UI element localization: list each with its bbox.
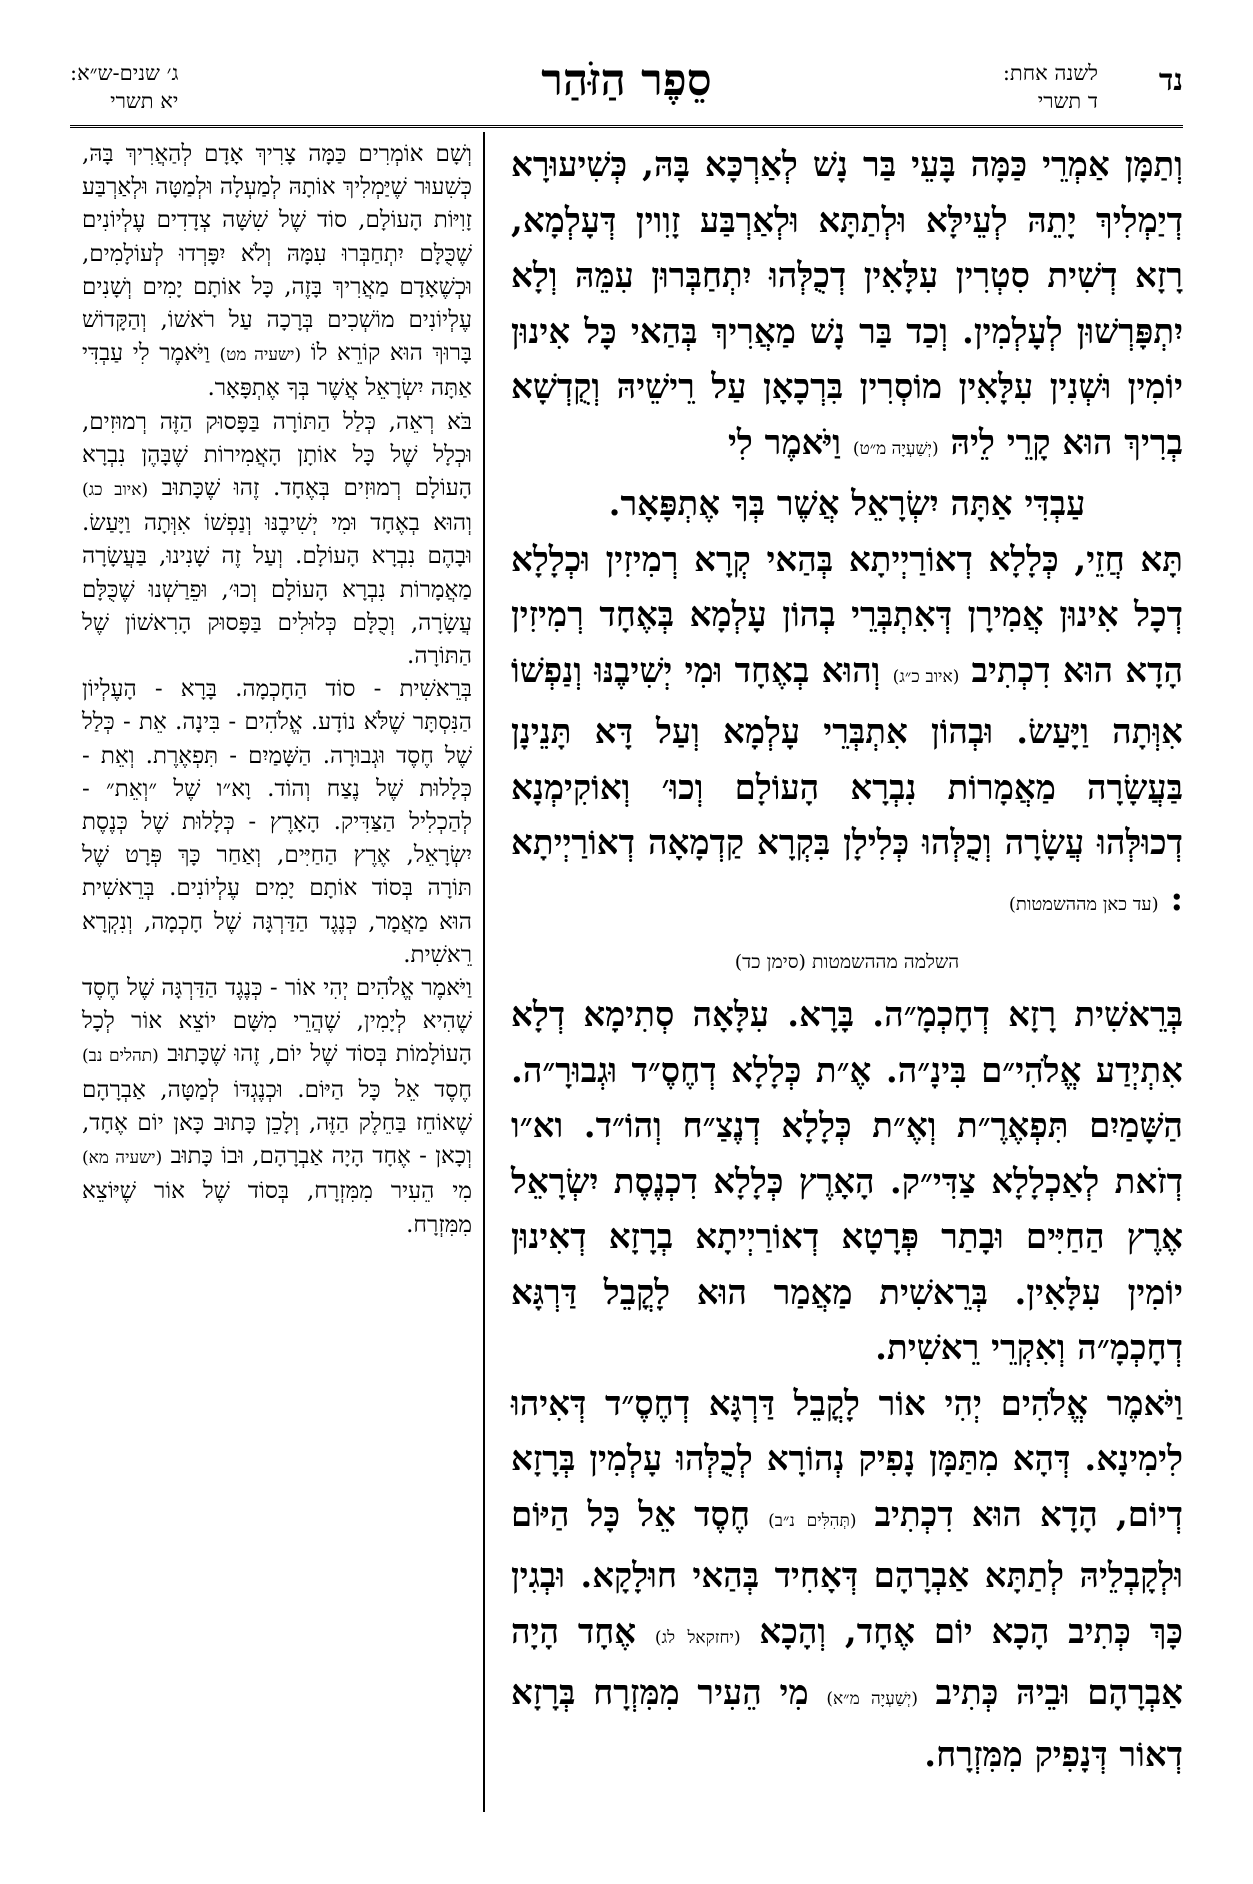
side-s4-ref1: (תהלים נב) xyxy=(82,1046,159,1067)
main-p2-ref: (איוב כ״ג) xyxy=(892,666,960,687)
main-p1-end: וַיֹּאמֶר לִי xyxy=(728,422,841,463)
main-p2-text: תָּא חֲזֵי, כְּלָלָא דְאוֹרַיְיתָא בְּהַאי קְרָא רְמִיזִין וּכְלָלָא דְכָל אִינוּן אֲמִירָן דְּאִתְבְּרֵי בְהוֹן עָלְמָא בְּאֶחָד רְמִיזִין הָדָא הוּא דִכְתִיב xyxy=(511,539,1184,691)
side-s1-text: וְשָׁם אוֹמְרִים כַּמָּה צָרִיךְ אָדָם לְהַאֲרִיךְ בָּהּ, כְּשִׁעוּר שֶׁיַּמְלִיךְ אוֹתָהּ לְמַעְלָה וּלְמַטָּה וּלְאַרְבַּע זָוִיּוֹת הָעוֹלָם, סוֹד שֶׁל שִׁשָּׁה צְדָדִים עֶלְיוֹנִים שֶׁכֻּלָּם יִתְחַבְּרוּ עִמָּהּ וְלֹא יִפָּרְדוּ לְעוֹלָמִים, וּכְשֶׁאָדָם מַאֲרִיךְ בָּזֶה, כָּל אוֹתָם יָמִים וְשָׁנִים עֶלְיוֹנִים מוֹשְׁכִים בְּרָכָה עַל רֹאשׁוֹ, וְהַקָּדוֹשׁ בָּרוּךְ הוּא קוֹרֵא לוֹ xyxy=(82,141,472,367)
hebrew-translation-column xyxy=(82,138,472,1838)
main-p1-text: וְתַמָּן אַמְרֵי כַּמָּה בָּעֵי בַּר נָשׁ לְאַרְכָּא בָּהּ, כְּשִׁיעוּרָא דְיַמְלִיךְ יָתֵהּ לְעֵילָּא וּלְתַתָּא וּלְאַרְבַּע זָוִוין דְּעָלְמָא, רָזָא דְשִׁית סִטְרִין עִלָּאִין דְכֻלְּהוּ יִתְחַבְּרוּן עִמֵּהּ וְלָא יִתְפָּרְשׁוּן לְעָלְמִין. וְכַד בַּר נָשׁ מַאֲרִיךְ בְּהַאי כָּל אִינוּן יוֹמִין וּשְׁנִין עִלָּאִין מוֹסְרִין בִּרְכָאָן עַל רֵישֵׁיהּ וְקֻדְשָׁא בְרִיךְ הוּא קָרֵי לֵיהּ xyxy=(511,145,1183,463)
main-p4-ref1: (תְּהִלִּים נ״ב) xyxy=(768,1510,857,1531)
main-p4-ref3: (יְשַׁעְיָה מ״א) xyxy=(826,1689,918,1709)
main-p4-ref2: (יחזקאל לג) xyxy=(654,1627,741,1648)
section-title: השלמה מההשמטות (סימן כד) xyxy=(734,951,960,973)
header-left-line1: ג׳ שנים-ש״א: xyxy=(70,61,179,85)
side-paragraph-2 xyxy=(82,406,472,674)
page-number: נד xyxy=(1158,63,1183,98)
side-s2-ref: (איוב כג) xyxy=(82,480,149,501)
main-paragraph-3 xyxy=(511,988,1183,1377)
main-p1-ref: (יְשַׁעְיָה מ״ט) xyxy=(852,438,939,459)
side-paragraph-1 xyxy=(82,138,472,406)
main-p4-text-d: מִי הֵעִיר מִמִּזְרָח בְּרָזָא דְאוֹר דְּנָפִיק מִמִּזְרָח. xyxy=(511,1673,1183,1775)
header-left-info xyxy=(70,59,178,115)
side-s2-text-b: וְהוּא בְאֶחָד וּמִי יְשִׁיבֶנּוּ וְנַפְשׁוֹ אִוְּתָה וַיָּעַשׂ. וּבָהֶם נִבְרָא הָעוֹלָם. וְעַל זֶה שָׁנִינוּ, בַּעֲשָׂרָה מַאֲמָרוֹת נִבְרָא הָעוֹלָם וְכוּ׳, וּפֵרַשְׁנוּ שֶׁכֻּלָּם עֲשָׂרָה, וְכֻלָּם כְּלוּלִים בַּפָּסוּק הָרִאשׁוֹן שֶׁל הַתּוֹרָה. xyxy=(82,510,472,670)
header-right-line1: לשנה אחת: xyxy=(1002,61,1098,85)
side-s4-ref2: (ישעיה מא) xyxy=(82,1148,163,1169)
side-s1-ref: (ישעיה מט) xyxy=(219,345,302,366)
side-s2-text: בֹּא רְאֵה, כְּלַל הַתּוֹרָה בַּפָּסוּק הַזֶּה רְמוּזִים, וּכְלָל שֶׁל כָּל אוֹתָן הָאֲמִירוֹת שֶׁבָּהֶן נִבְרָא הָעוֹלָם רְמוּזִים בְּאֶחָד. זֶהוּ שֶׁכָּתוּב xyxy=(82,408,472,502)
main-p4-text: וַיֹּאמֶר אֱלֹהִים יְהִי אוֹר לָקֳבֵל דַּרְגָּא דְחֶסֶ״ד דְּאִיהוּ לִימִינָא. דְּהָא מִתַּמָּן נָפִיק נְהוֹרָא לְכֻלְּהוּ עָלְמִין בְּרָזָא דְיוֹם, הָדָא הוּא דִכְתִיב xyxy=(511,1383,1183,1535)
side-s1-end: וַיֹּאמֶר לִי עַבְדִּי אַתָּה יִשְׂרָאֵל אֲשֶׁר בְּךָ אֶתְפָּאָר. xyxy=(82,340,472,402)
main-p2-text-b: וְהוּא בְאֶחָד וּמִי יְשִׁיבֶנּוּ וְנַפְשׁוֹ אִוְּתָה וַיָּעַשׂ. וּבְהוֹן אִתְבְּרֵי עָלְמָא וְעַל דָּא תָּנֵינָן בַּעֲשָׂרָה מַאֲמָרוֹת נִבְרָא הָעוֹלָם וְכוּ׳ וְאוֹקִימְנָא דְכוּלְּהוּ עֲשָׂרָה וְכֻלְּהוּ כְּלִילָן בִּקְרָא קַדְמָאָה דְאוֹרַיְיתָא : xyxy=(511,650,1183,919)
side-s4-text: וַיֹּאמֶר אֱלֹהִים יְהִי אוֹר - כְּנֶגֶד הַדַּרְגָּה שֶׁל חֶסֶד שֶׁהִיא לְיָמִין, שֶׁהֲרֵי מִשָּׁם יוֹצֵא אוֹר לְכָל הָעוֹלָמוֹת בְּסוֹד שֶׁל יוֹם, זֶהוּ שֶׁכָּתוּב xyxy=(82,975,473,1068)
main-paragraph-2 xyxy=(511,533,1183,933)
main-p1-verse: עַבְדִּי אַתָּה יִשְׂרָאֵל אֲשֶׁר בְּךָ אֶתְפָּאָר. xyxy=(608,484,1086,524)
side-s3-text: בְּרֵאשִׁית - סוֹד הַחָכְמָה. בָּרָא - הָעֶלְיוֹן הַנִּסְתָּר שֶׁלֹּא נוֹדָע. אֱלֹהִים - בִּינָה. אֵת - כְּלַל שֶׁל חֶסֶד וּגְבוּרָה. הַשָּׁמַיִם - תִּפְאֶרֶת. וְאֵת - כְּלָלוּת שֶׁל נֶצַח וְהוֹד. וָא״ו שֶׁל ״וְאֵת״ - לְהַכְלִיל הַצַּדִּיק. הָאָרֶץ - כְּלָלוּת שֶׁל כְּנֶסֶת יִשְׂרָאֵל, אֶרֶץ הַחַיִּים, וְאַחַר כָּךְ פְּרָט שֶׁל תּוֹרָה בְּסוֹד אוֹתָם יָמִים עֶלְיוֹנִים. בְּרֵאשִׁית הוּא מַאֲמָר, כְּנֶגֶד הַדַּרְגָּה שֶׁל חָכְמָה, וְנִקְרָא רֵאשִׁית. xyxy=(82,676,472,968)
side-s4-text-c: מִי הֵעִיר מִמִּזְרָח, בְּסוֹד שֶׁל אוֹר שֶׁיּוֹצֵא מִמִּזְרָח. xyxy=(82,1178,472,1238)
book-title: סֵפֶר הַזֹּהַר xyxy=(541,55,712,106)
side-s4-text-b: חֶסֶד אֵל כָּל הַיּוֹם. וּכְנֶגְדּוֹ לְמַטָּה, אַבְרָהָם שֶׁאוֹחֵז בַּחֵלֶק הַזֶּה, וְלָכֵן כָּתוּב כָּאן יוֹם אֶחָד, וְכָאן - אֶחָד הָיָה אַבְרָהָם, וּבוֹ כָּתוּב xyxy=(82,1076,472,1170)
header-right-line2: ד תשרי xyxy=(1037,89,1098,113)
page-header xyxy=(70,55,1183,128)
main-paragraph-4 xyxy=(511,1377,1183,1784)
main-paragraph-1 xyxy=(511,138,1183,477)
main-p3-text: בְּרֵאשִׁית רָזָא דְחָכְמָ״ה. בָּרָא. עִלָּאָה סְתִימָא דְלָא אִתְיְדַע אֱלֹהִי״ם בִּינָ״ה. אֶ״ת כְּלָלָא דְחֶסֶ״ד וּגְבוּרָ״ה. הַשָּׁמַיִם תִּפְאֶרֶ״ת וְאֶ״ת כְּלָלָא דְנֶצַ״ח וְהוֹ״ד. וא״ו דְזֹאת לְאַכְלָלָא צַדִּי״ק. הָאָרֶץ כְּלָלָא דִכְנֶסֶת יִשְׂרָאֵל אֶרֶץ הַחַיִּים וּבָתַר פְּרָטָא דְאוֹרַיְיתָא בְרָזָא דְאִינוּן יוֹמִין עִלָּאִין. בְּרֵאשִׁית מַאֲמַר הוּא לָקֳבֵל דַּרְגָּא דְחָכְמָ״ה וְאִקְרֵי רֵאשִׁית. xyxy=(511,995,1183,1368)
main-p2-note: (עד כאן מההשמטות) xyxy=(1008,893,1159,915)
main-p4-text-b: חֶסֶד אֵל כָּל הַיּוֹם וּלְקָבְלֵיהּ לְתַתָּא אַבְרָהָם דְּאָחִיד בְּהַאי חוּלָקָא. וּבְגִין כָּךְ כְּתִיב הָכָא יוֹם אֶחָד, וְהָכָא xyxy=(511,1494,1184,1652)
side-paragraph-3 xyxy=(82,673,472,972)
side-paragraph-4 xyxy=(82,972,472,1242)
column-divider xyxy=(483,132,485,1812)
header-left-line2: יא תשרי xyxy=(110,89,179,113)
main-p4-text-c: אֶחָד הָיָה אַבְרָהָם וּבֵיהּ כְּתִיב xyxy=(511,1611,1183,1713)
main-aramaic-column xyxy=(511,138,1183,1838)
